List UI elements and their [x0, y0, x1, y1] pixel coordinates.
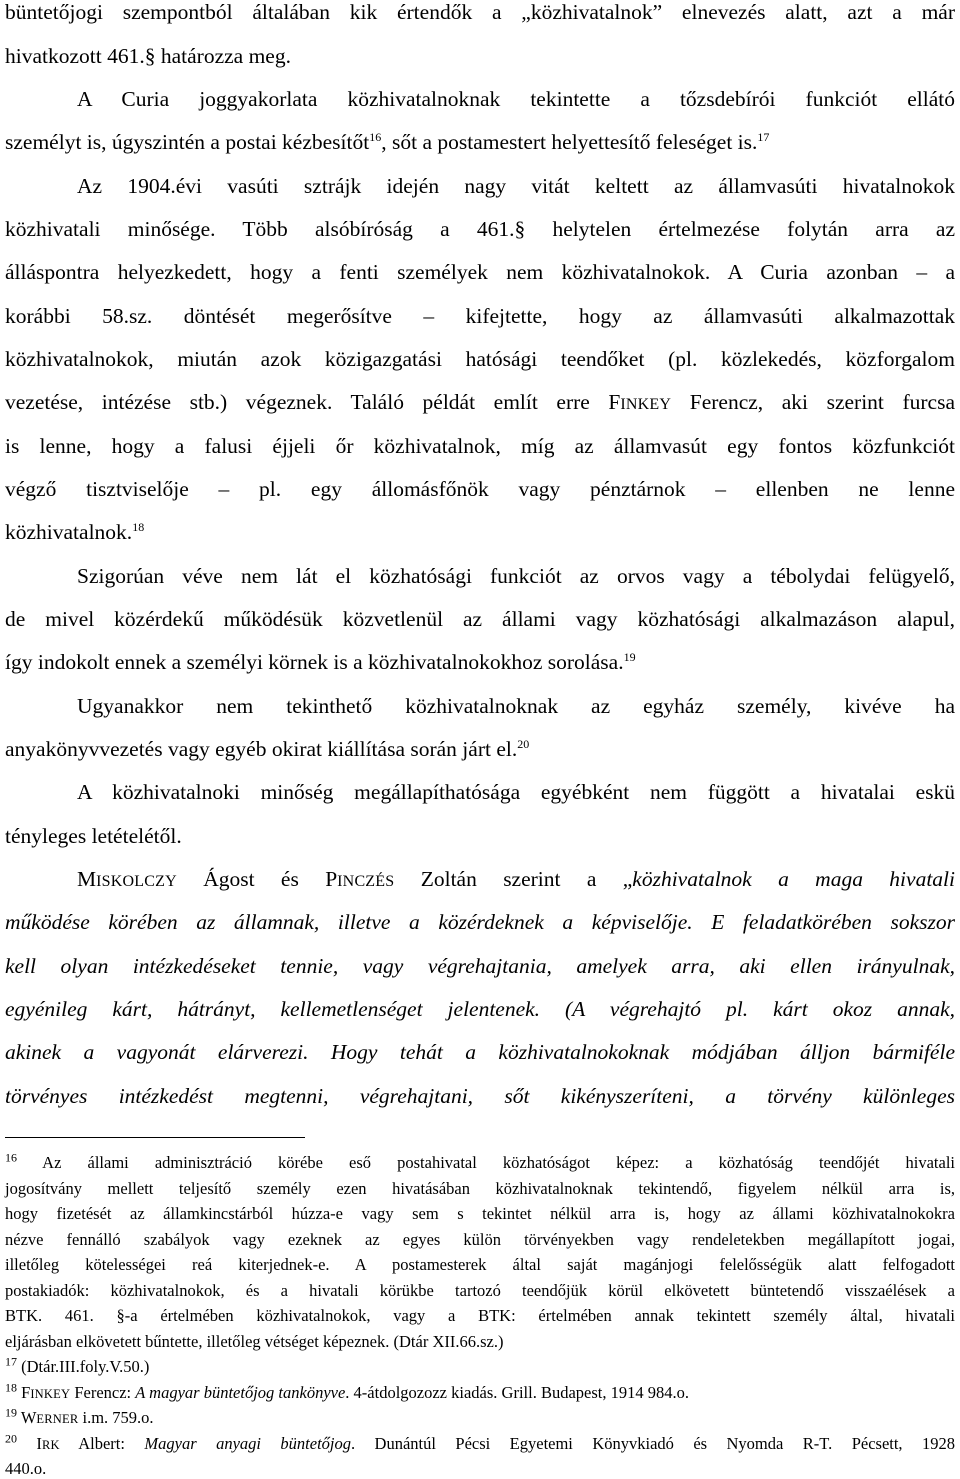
footnote-19: $^{19}$ WERNER i.m. 759.o.	[5, 1405, 154, 1427]
text-line: A Curia joggyakorlata közhivatalnoknak tekintette a tőzsdebírói funkciót ellátó	[77, 87, 955, 111]
text-span: vezetése, intézése stb.) végeznek. Találó példát említ erre	[5, 390, 609, 414]
text-span: személyt is, úgyszintén a postai kézbesítőt	[5, 130, 370, 154]
quote-line: egyénileg kárt, hátrányt, kellemetlenséget jelentenek. (A végrehajtó pl. kárt okoz annak,	[5, 997, 955, 1021]
footnote-number: 18	[5, 1380, 17, 1395]
quote-span: közhivatalnok a maga hivatali	[632, 867, 955, 891]
footnote-number: 19	[5, 1405, 17, 1420]
text-line: büntetőjogi szempontból általában kik értendők a „közhivatalnok” elnevezés alatt, azt a már	[5, 0, 955, 24]
quote-line: kell olyan intézkedéseket tennie, vagy végrehajtania, amelyek arra, aki ellen irányulnak,	[5, 954, 955, 978]
footnote-separator	[5, 1137, 305, 1138]
footnote-16: $^{16}$ Az állami adminisztráció körébe eső postahivatal közhatóságot képez: a közhatóság teendőjét hivatali	[5, 1150, 955, 1172]
footnote-line: eljárásban elkövetett bűntette, illetőleg vétséget képeznek. (Dtár XII.66.sz.)	[5, 1332, 504, 1351]
text-line: végző tisztviselője – pl. egy állomásfőnök vagy pénztárnok – ellenben ne lenne	[5, 477, 955, 501]
quote-line: működése körében az államnak, illetve a közérdeknek a képviselője. E feladatkörében sokszor	[5, 910, 955, 934]
text-span: Ágost és	[176, 867, 326, 891]
footnote-line: jogosítvány mellett teljesítő személy ezen hivatásában közhivatalnoknak tekintendő, figyelem nélkül arra is,	[5, 1179, 955, 1198]
text-span: így indokolt ennek a személyi körnek is a közhivatalnokokhoz sorolása.	[5, 650, 624, 674]
text-span: közhivatalnok.	[5, 520, 133, 544]
footnote-ref-18[interactable]: 18	[132, 519, 145, 534]
text-line: is lenne, hogy a falusi éjjeli őr közhivatalnok, míg az államvasút egy fontos közfunkciót	[5, 434, 955, 458]
footnote-line: 440.o.	[5, 1459, 47, 1478]
text-line: de mivel közérdekű működésük közvetlenül az állami vagy közhatósági alkalmazáson alapul,	[5, 607, 955, 631]
text-line	[5, 520, 955, 545]
book-title: Magyar anyagi büntetőjog	[144, 1434, 351, 1453]
author-name: MISKOLCZY	[77, 867, 177, 891]
footnote-line: illetőleg kötelességei reá kiterjednek-e. A postamesterek által saját magánjogi felelősségük alatt felfogadott	[5, 1255, 955, 1274]
text-line: álláspontra helyezkedett, hogy a fenti személyek nem közhivatalnokok. A Curia azonban – a	[5, 260, 955, 284]
text-line	[5, 867, 955, 892]
footnote-17: $^{17}$ (Dtár.III.foly.V.50.)	[5, 1354, 150, 1376]
text-line: A közhivatalnoki minőség megállapíthatósága egyébként nem függött a hivatalai eskü	[77, 780, 955, 804]
quote-line: akinek a vagyonát elárverezi. Hogy tehát a közhivatalnokoknak módjában álljon bármiféle	[5, 1040, 955, 1064]
footnote-number: 17	[5, 1354, 17, 1369]
text-span: anyakönyvvezetés vagy egyéb okirat kiállítása során járt el.	[5, 737, 518, 761]
text-line	[5, 390, 955, 415]
text-line	[5, 650, 955, 675]
footnote-ref-17[interactable]: 17	[757, 129, 770, 144]
footnote-number: 20	[5, 1431, 17, 1446]
text-line	[5, 130, 955, 155]
text-span: Zoltán szerint a „	[394, 867, 633, 891]
text-line: közhivatali minősége. Több alsóbíróság a 461.§ helytelen értelmezése folytán arra az	[5, 217, 955, 241]
footnote-line: postakiadók: közhivatalnokok, és a hivatali körükbe tartozó teendőjük körül elkövetett büntetendő visszaélések a	[5, 1281, 955, 1300]
text-line: korábbi 58.sz. döntését megerősítve – kifejtette, hogy az államvasúti alkalmazottak	[5, 304, 955, 328]
author-name: PINCZÉS	[325, 867, 395, 891]
text-span: Ferencz, aki szerint furcsa	[671, 390, 956, 414]
footnote-ref-16[interactable]: 16	[369, 129, 382, 144]
footnote-20: $^{20}$ IRK Albert: Magyar anyagi büntetőjog. Dunántúl Pécsi Egyetemi Könyvkiadó és Nyomda R-T. Pécsett, 1928	[5, 1431, 955, 1453]
footnote-18: $^{18}$ FINKEY Ferencz: A magyar büntetőjog tankönyve. 4-átdolgozozz kiadás. Grill. Budapest, 1914 984.o.	[5, 1380, 689, 1402]
text-line: Az 1904.évi vasúti sztrájk idején nagy vitát keltett az államvasúti hivatalnokok	[77, 174, 955, 198]
footnote-line: hogy fizetését az államkincstárból húzza-e vagy sem s tekintet nélkül arra is, hogy az állami közhivatalnokokra	[5, 1204, 955, 1223]
text-line: tényleges letételétől.	[5, 824, 182, 848]
footnote-number: 16	[5, 1150, 17, 1165]
footnote-ref-20[interactable]: 20	[517, 736, 530, 751]
text-line: hivatkozott 461.§ határozza meg.	[5, 44, 291, 68]
text-line: Szigorúan véve nem lát el közhatósági funkciót az orvos vagy a tébolydai felügyelő,	[77, 564, 955, 588]
text-line: Ugyanakkor nem tekinthető közhivatalnoknak az egyház személy, kivéve ha	[77, 694, 955, 718]
text-line: közhivatalnokok, miután azok közigazgatási hatósági teendőket (pl. közlekedés, közforgalom	[5, 347, 955, 371]
author-name: FINKEY	[608, 390, 672, 414]
footnote-line: nézve fennálló szabályok vagy ezeknek az egyes külön törvényekben vagy rendeletekben megállapított jogai,	[5, 1230, 955, 1249]
book-title: A magyar büntetőjog tankönyve	[135, 1383, 346, 1402]
footnote-ref-19[interactable]: 19	[623, 649, 636, 664]
footnote-line: BTK. 461. §-a értelmében közhivatalnokok, vagy a BTK: értelmében annak tekintett személy által, hivatali	[5, 1306, 955, 1325]
text-span: , sőt a postamestert helyettesítő feleséget is.	[381, 130, 758, 154]
quote-line: törvényes intézkedést megtenni, végrehajtani, sőt kikényszeríteni, a törvény különleges	[5, 1084, 955, 1108]
text-line	[5, 737, 955, 762]
